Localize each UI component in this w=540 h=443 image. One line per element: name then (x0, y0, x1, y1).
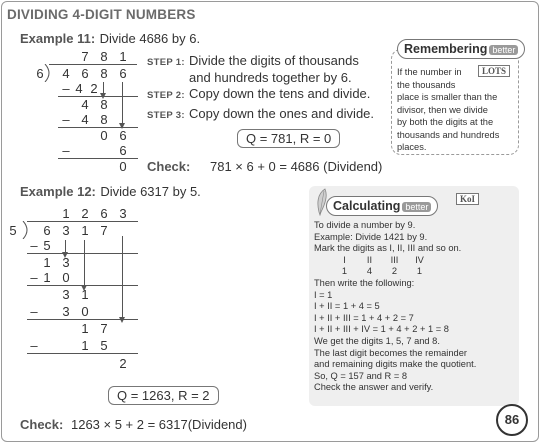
lots-tag: LOTS (478, 65, 510, 77)
better-badge: better (402, 202, 431, 212)
page-number: 86 (496, 404, 528, 436)
check-label: Check: (20, 417, 64, 432)
bring-down-line (84, 240, 85, 286)
minus-sign: – (62, 81, 70, 96)
text-line: I + II = 1 + 4 = 5 (314, 301, 380, 312)
quotient-digit: 1 (119, 49, 127, 64)
step-text: and hundreds together by 6. (189, 70, 352, 85)
partial-digit: 8 (100, 97, 108, 112)
text-line: the thousands (397, 79, 456, 90)
rule (27, 319, 138, 320)
text-line: Check the answer and verify. (314, 382, 434, 393)
subtract-digit: 0 (62, 270, 70, 285)
roman-numeral: II (366, 254, 373, 265)
example-11-text: Divide 4686 by 6. (99, 31, 201, 46)
division-bar (49, 64, 137, 65)
text-line: We get the digits 1, 5, 7 and 8. (314, 335, 440, 346)
partial-digit: 0 (100, 128, 108, 143)
digit: 1 (416, 266, 423, 277)
minus-sign: – (30, 304, 38, 319)
step-label: STEP 1: (147, 57, 185, 68)
roman-numeral: III (390, 254, 399, 265)
text-line: I = 1 (314, 289, 333, 300)
partial-digit: 1 (43, 255, 51, 270)
roman-row (314, 255, 476, 267)
roman-numeral: IV (415, 254, 424, 265)
step-3 (147, 106, 375, 121)
dividend-digit: 4 (62, 66, 70, 81)
better-badge: better (489, 45, 518, 55)
remembering-title-text: Remembering (404, 42, 488, 56)
digit-row (314, 266, 476, 278)
remainder: 0 (119, 159, 127, 174)
subtract-digit: 4 (75, 81, 83, 96)
subtract-digit: 1 (43, 270, 51, 285)
page-title: DIVIDING 4-DIGIT NUMBERS (7, 7, 196, 22)
rule (27, 353, 138, 354)
dividend-digit: 7 (100, 223, 108, 238)
dividend-digit: 3 (62, 223, 70, 238)
bring-down-line (122, 82, 123, 124)
roman-numeral: I (343, 254, 346, 265)
quotient-digit: 8 (100, 49, 108, 64)
check-11 (147, 159, 382, 174)
subtract-digit: 0 (81, 304, 89, 319)
text-line: Then write the following: (314, 277, 415, 288)
partial-digit: 6 (119, 128, 127, 143)
text-line: places. (397, 142, 427, 152)
text-line: and remaining digits make the quotient. (314, 359, 477, 370)
answer-box-11: Q = 781, R = 0 (237, 129, 340, 148)
digit: 2 (391, 266, 398, 277)
text-line: I + II + III + IV = 1 + 4 + 2 + 1 = 8 (314, 324, 449, 335)
quotient-digit: 7 (81, 49, 89, 64)
calculating-title (326, 196, 438, 216)
text-line: divisor, then we divide (397, 104, 488, 115)
check-text: 781 × 6 + 0 = 4686 (Dividend) (209, 159, 383, 174)
partial-digit: 3 (62, 255, 70, 270)
subtract-digit: 5 (43, 238, 51, 253)
dividend-digit: 6 (43, 223, 51, 238)
divisor: 6 (36, 66, 44, 81)
subtract-digit: 4 (81, 112, 89, 127)
text-line: place is smaller than the (397, 92, 498, 102)
division-bar (27, 221, 138, 222)
minus-sign: – (30, 270, 38, 285)
subtract-digit: 6 (119, 143, 127, 158)
partial-digit: 4 (81, 97, 89, 112)
step-text: Copy down the ones and divide. (189, 106, 375, 121)
text-line: So, Q = 157 and R = 8 (314, 370, 408, 381)
calculating-text (314, 220, 476, 394)
calculating-title-text: Calculating (333, 199, 401, 213)
minus-sign: – (30, 338, 38, 353)
dividend-digit: 1 (81, 223, 89, 238)
rule (27, 285, 138, 286)
partial-digit: 3 (62, 287, 70, 302)
quotient-digit: 2 (81, 206, 89, 221)
step-2 (147, 86, 371, 101)
partial-digit: 1 (81, 287, 89, 302)
step-text: Divide the digits of thousands (189, 53, 359, 68)
quotient-digit: 3 (119, 206, 127, 221)
check-label: Check: (147, 159, 191, 174)
remembering-text (397, 66, 499, 154)
check-text: 1263 × 5 + 2 = 6317(Dividend) (70, 417, 247, 432)
text-line: I + II + III = 1 + 4 + 2 = 7 (314, 312, 414, 323)
text-line: To divide a number by 9. (314, 220, 416, 230)
subtract-digit: 5 (100, 338, 108, 353)
arrow-down-icon (119, 317, 125, 323)
partial-digit: 7 (100, 321, 108, 336)
step-1 (147, 52, 359, 85)
dividend-digit: 6 (119, 66, 127, 81)
minus-sign: – (62, 143, 70, 158)
text-line: by both the digits at the (397, 117, 494, 127)
text-line: Mark the digits as I, II, III and so on. (314, 243, 462, 254)
quotient-digit: 6 (100, 206, 108, 221)
text-line: Example: Divide 1421 by 9. (314, 231, 428, 242)
text-line: If the number in (397, 67, 462, 77)
partial-digit: 1 (81, 321, 89, 336)
subtract-digit: 8 (100, 112, 108, 127)
text-line: thousands and hundreds (397, 129, 500, 140)
check-12 (20, 417, 247, 432)
example-11-label: Example 11: (20, 31, 96, 46)
remainder: 2 (119, 356, 127, 371)
step-text: Copy down the tens and divide. (189, 86, 371, 101)
digit: 4 (366, 266, 373, 277)
example-12-label: Example 12: (20, 184, 96, 199)
minus-sign: – (30, 238, 38, 253)
subtract-digit: 2 (90, 81, 98, 96)
digit: 1 (341, 266, 348, 277)
division-bracket (44, 64, 54, 82)
koi-tag: KoI (456, 193, 479, 205)
dividend-digit: 8 (100, 66, 108, 81)
divisor: 5 (9, 223, 17, 238)
example-12-text: Divide 6317 by 5. (100, 184, 201, 199)
minus-sign: – (62, 112, 70, 127)
example-11-heading (20, 30, 200, 48)
subtract-digit: 1 (81, 338, 89, 353)
bring-down-line (122, 236, 123, 318)
text-line: The last digit becomes the remainder (314, 347, 467, 358)
step-label: STEP 2: (147, 90, 185, 101)
step-label: STEP 3: (147, 110, 185, 121)
example-12-heading (20, 183, 201, 201)
quotient-digit: 1 (62, 206, 70, 221)
answer-box-12: Q = 1263, R = 2 (108, 386, 219, 405)
division-bracket (22, 221, 32, 239)
subtract-digit: 3 (62, 304, 70, 319)
dividend-digit: 6 (81, 66, 89, 81)
remembering-title (397, 39, 525, 59)
